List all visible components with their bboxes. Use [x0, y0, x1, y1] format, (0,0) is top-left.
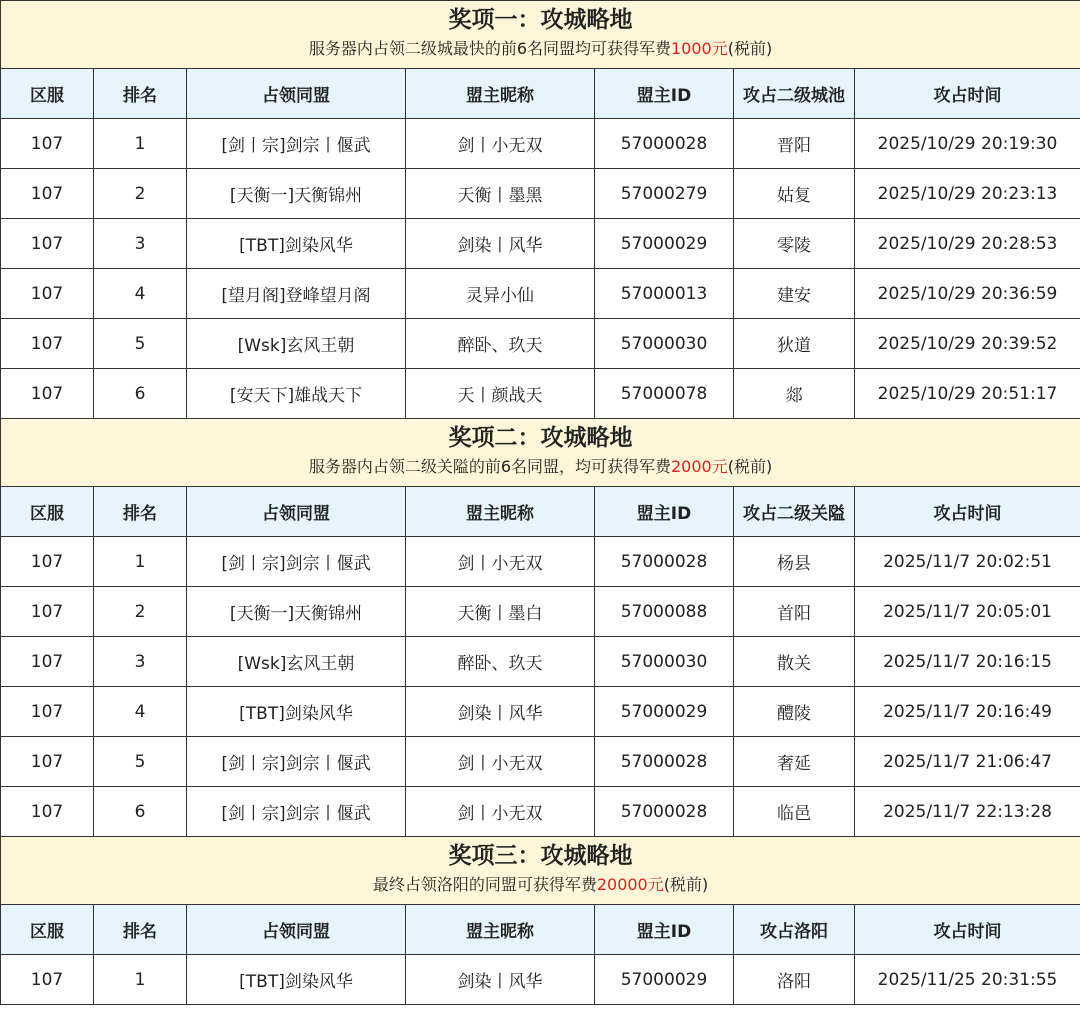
cell-leader: 天衡丨墨黑 [406, 169, 595, 219]
cell-leader: 剑丨小无双 [406, 787, 595, 837]
cell-target: 散关 [734, 637, 855, 687]
header-alliance: 占领同盟 [187, 905, 406, 955]
cell-alliance: [安天下]雄战天下 [187, 369, 406, 419]
cell-alliance: [天衡一]天衡锦州 [187, 169, 406, 219]
award-amount: 20000元 [596, 875, 664, 894]
table-row [1, 787, 1080, 837]
cell-target: 醴陵 [734, 687, 855, 737]
table-row [1, 687, 1080, 737]
column-header-row [1, 69, 1080, 119]
header-rank: 排名 [94, 905, 187, 955]
cell-server: 107 [1, 119, 94, 169]
subtitle-text: 服务器内占领二级关隘的前6名同盟，均可获得军费 [308, 457, 671, 476]
cell-time: 2025/11/7 21:06:47 [855, 737, 1080, 787]
table-row [1, 119, 1080, 169]
section-title: 奖项一：攻城略地 [1, 1, 1080, 35]
cell-rank: 2 [94, 587, 187, 637]
cell-leader: 醉卧、玖天 [406, 319, 595, 369]
cell-target: 零陵 [734, 219, 855, 269]
cell-server: 107 [1, 269, 94, 319]
cell-leader-id: 57000029 [595, 219, 734, 269]
table-row [1, 169, 1080, 219]
header-time: 攻占时间 [855, 905, 1080, 955]
cell-rank: 2 [94, 169, 187, 219]
cell-time: 2025/11/25 20:31:55 [855, 955, 1080, 1005]
cell-leader-id: 57000028 [595, 737, 734, 787]
cell-leader: 剑丨小无双 [406, 737, 595, 787]
cell-rank: 4 [94, 269, 187, 319]
header-target: 攻占洛阳 [734, 905, 855, 955]
cell-time: 2025/10/29 20:51:17 [855, 369, 1080, 419]
cell-leader-id: 57000088 [595, 587, 734, 637]
header-server: 区服 [1, 69, 94, 119]
section-title-row [1, 419, 1080, 453]
header-rank: 排名 [94, 69, 187, 119]
header-alliance: 占领同盟 [187, 69, 406, 119]
cell-alliance: [TBT]剑染风华 [187, 687, 406, 737]
cell-leader: 剑染丨风华 [406, 219, 595, 269]
cell-rank: 6 [94, 369, 187, 419]
section-subtitle-row [1, 34, 1080, 69]
cell-target: 奢延 [734, 737, 855, 787]
section-title-row [1, 1, 1080, 35]
cell-alliance: [望月阁]登峰望月阁 [187, 269, 406, 319]
tax-note: (税前) [727, 39, 773, 58]
cell-leader: 天衡丨墨白 [406, 587, 595, 637]
cell-server: 107 [1, 737, 94, 787]
cell-target: 郯 [734, 369, 855, 419]
cell-rank: 1 [94, 537, 187, 587]
cell-time: 2025/11/7 20:16:15 [855, 637, 1080, 687]
cell-alliance: [TBT]剑染风华 [187, 955, 406, 1005]
table-row [1, 737, 1080, 787]
table-row [1, 219, 1080, 269]
cell-leader-id: 57000029 [595, 955, 734, 1005]
cell-leader: 剑染丨风华 [406, 687, 595, 737]
section-title: 奖项三：攻城略地 [1, 837, 1080, 871]
header-rank: 排名 [94, 487, 187, 537]
cell-leader-id: 57000028 [595, 787, 734, 837]
cell-server: 107 [1, 587, 94, 637]
cell-rank: 1 [94, 119, 187, 169]
column-header-row [1, 487, 1080, 537]
cell-leader: 剑染丨风华 [406, 955, 595, 1005]
cell-target: 建安 [734, 269, 855, 319]
cell-leader-id: 57000013 [595, 269, 734, 319]
header-alliance: 占领同盟 [187, 487, 406, 537]
cell-rank: 6 [94, 787, 187, 837]
cell-leader: 剑丨小无双 [406, 537, 595, 587]
table-row [1, 319, 1080, 369]
cell-leader-id: 57000279 [595, 169, 734, 219]
cell-rank: 3 [94, 637, 187, 687]
header-target: 攻占二级城池 [734, 69, 855, 119]
cell-server: 107 [1, 169, 94, 219]
header-leader: 盟主昵称 [406, 905, 595, 955]
cell-time: 2025/10/29 20:36:59 [855, 269, 1080, 319]
table-row [1, 955, 1080, 1005]
award-amount: 2000元 [671, 457, 728, 476]
cell-time: 2025/10/29 20:39:52 [855, 319, 1080, 369]
section-subtitle [1, 870, 1080, 905]
cell-leader: 醉卧、玖天 [406, 637, 595, 687]
section-title: 奖项二：攻城略地 [1, 419, 1080, 453]
header-time: 攻占时间 [855, 487, 1080, 537]
cell-leader-id: 57000029 [595, 687, 734, 737]
header-server: 区服 [1, 487, 94, 537]
cell-target: 狄道 [734, 319, 855, 369]
column-header-row [1, 905, 1080, 955]
section-subtitle [1, 452, 1080, 487]
section-subtitle-row [1, 452, 1080, 487]
cell-target: 杨县 [734, 537, 855, 587]
cell-server: 107 [1, 955, 94, 1005]
award-amount: 1000元 [671, 39, 728, 58]
cell-server: 107 [1, 537, 94, 587]
cell-rank: 1 [94, 955, 187, 1005]
header-target: 攻占二级关隘 [734, 487, 855, 537]
cell-time: 2025/11/7 20:16:49 [855, 687, 1080, 737]
cell-alliance: [剑丨宗]剑宗丨偃武 [187, 537, 406, 587]
cell-alliance: [剑丨宗]剑宗丨偃武 [187, 119, 406, 169]
header-server: 区服 [1, 905, 94, 955]
cell-alliance: [TBT]剑染风华 [187, 219, 406, 269]
table-row [1, 637, 1080, 687]
cell-alliance: [剑丨宗]剑宗丨偃武 [187, 787, 406, 837]
header-leader: 盟主昵称 [406, 487, 595, 537]
header-time: 攻占时间 [855, 69, 1080, 119]
table-row [1, 587, 1080, 637]
table-row [1, 269, 1080, 319]
section-subtitle [1, 34, 1080, 69]
cell-alliance: [剑丨宗]剑宗丨偃武 [187, 737, 406, 787]
cell-target: 洛阳 [734, 955, 855, 1005]
cell-server: 107 [1, 787, 94, 837]
cell-time: 2025/10/29 20:28:53 [855, 219, 1080, 269]
cell-server: 107 [1, 687, 94, 737]
cell-alliance: [Wsk]玄风王朝 [187, 319, 406, 369]
cell-leader-id: 57000028 [595, 119, 734, 169]
section-subtitle-row [1, 870, 1080, 905]
cell-target: 姑复 [734, 169, 855, 219]
table-row [1, 537, 1080, 587]
subtitle-text: 服务器内占领二级城最快的前6名同盟均可获得军费 [308, 39, 671, 58]
header-leader-id: 盟主ID [595, 69, 734, 119]
cell-leader: 剑丨小无双 [406, 119, 595, 169]
cell-time: 2025/10/29 20:23:13 [855, 169, 1080, 219]
cell-leader-id: 57000030 [595, 319, 734, 369]
cell-rank: 4 [94, 687, 187, 737]
cell-rank: 5 [94, 737, 187, 787]
cell-alliance: [天衡一]天衡锦州 [187, 587, 406, 637]
tax-note: (税前) [663, 875, 709, 894]
cell-leader-id: 57000030 [595, 637, 734, 687]
cell-leader: 灵异小仙 [406, 269, 595, 319]
cell-rank: 3 [94, 219, 187, 269]
cell-leader-id: 57000078 [595, 369, 734, 419]
cell-rank: 5 [94, 319, 187, 369]
header-leader-id: 盟主ID [595, 905, 734, 955]
cell-time: 2025/10/29 20:19:30 [855, 119, 1080, 169]
cell-target: 临邑 [734, 787, 855, 837]
subtitle-text: 最终占领洛阳的同盟可获得军费 [372, 875, 597, 894]
cell-server: 107 [1, 637, 94, 687]
cell-server: 107 [1, 219, 94, 269]
table-row [1, 369, 1080, 419]
section-title-row [1, 837, 1080, 871]
cell-time: 2025/11/7 22:13:28 [855, 787, 1080, 837]
cell-time: 2025/11/7 20:02:51 [855, 537, 1080, 587]
header-leader: 盟主昵称 [406, 69, 595, 119]
cell-target: 首阳 [734, 587, 855, 637]
cell-server: 107 [1, 369, 94, 419]
cell-alliance: [Wsk]玄风王朝 [187, 637, 406, 687]
tax-note: (税前) [727, 457, 773, 476]
cell-server: 107 [1, 319, 94, 369]
cell-time: 2025/11/7 20:05:01 [855, 587, 1080, 637]
cell-leader: 天丨颜战天 [406, 369, 595, 419]
cell-target: 晋阳 [734, 119, 855, 169]
cell-leader-id: 57000028 [595, 537, 734, 587]
header-leader-id: 盟主ID [595, 487, 734, 537]
